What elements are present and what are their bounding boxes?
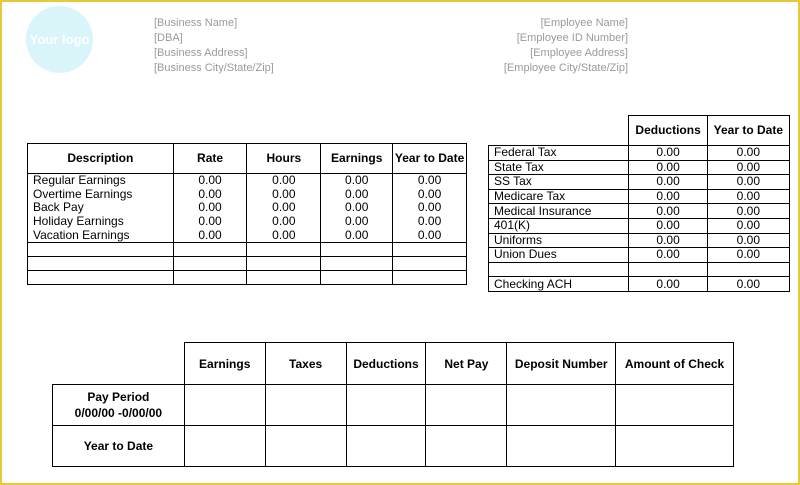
business-city-state-zip: [Business City/State/Zip] xyxy=(154,62,274,74)
earning-rate: 0.00 xyxy=(173,188,247,202)
logo-text: Your logo xyxy=(29,32,90,47)
business-address: [Business Address] xyxy=(154,47,248,59)
table-row xyxy=(28,174,467,188)
deduction-description: Medical Insurance xyxy=(489,204,629,219)
table-row xyxy=(489,233,790,248)
checking-row xyxy=(489,277,790,292)
deduction-ytd: 0.00 xyxy=(707,189,789,204)
earning-description: Overtime Earnings xyxy=(28,188,174,202)
employee-address: [Employee Address] xyxy=(530,47,628,59)
table-row xyxy=(489,160,790,175)
employee-info xyxy=(504,16,628,76)
employee-id-number: [Employee ID Number] xyxy=(516,32,628,44)
table-row xyxy=(28,188,467,202)
pay-period-cell xyxy=(53,385,185,426)
earning-hours: 0.00 xyxy=(247,201,321,215)
pay-summary-table xyxy=(52,342,734,467)
earnings-header-row xyxy=(28,144,467,174)
deduction-ytd: 0.00 xyxy=(707,146,789,161)
pay-period-label: Pay Period xyxy=(87,390,150,404)
checking-current: 0.00 xyxy=(629,277,707,292)
summary-header-earnings: Earnings xyxy=(184,343,265,385)
earning-hours: 0.00 xyxy=(247,215,321,229)
earning-description: Regular Earnings xyxy=(28,174,174,188)
earnings-header-hours: Hours xyxy=(247,144,321,174)
empty-row xyxy=(28,270,467,284)
deductions-table xyxy=(488,115,790,292)
earning-rate: 0.00 xyxy=(173,215,247,229)
deduction-description: State Tax xyxy=(489,160,629,175)
earning-ytd: 0.00 xyxy=(393,201,467,215)
deduction-description: SS Tax xyxy=(489,175,629,190)
earning-description: Vacation Earnings xyxy=(28,228,174,242)
company-logo xyxy=(26,6,93,73)
table-row xyxy=(489,218,790,233)
deduction-description: Medicare Tax xyxy=(489,189,629,204)
checking-description: Checking ACH xyxy=(489,277,629,292)
deductions-header-row xyxy=(489,116,790,146)
earning-ytd: 0.00 xyxy=(393,174,467,188)
deduction-ytd: 0.00 xyxy=(707,233,789,248)
deduction-description: Uniforms xyxy=(489,233,629,248)
summary-header-taxes: Taxes xyxy=(265,343,346,385)
deduction-ytd: 0.00 xyxy=(707,204,789,219)
earnings-header-description: Description xyxy=(28,144,174,174)
earning-rate: 0.00 xyxy=(173,201,247,215)
deduction-current: 0.00 xyxy=(629,218,707,233)
earnings-table xyxy=(27,143,467,285)
earning-hours: 0.00 xyxy=(247,174,321,188)
deduction-current: 0.00 xyxy=(629,248,707,263)
summary-header-blank xyxy=(53,343,185,385)
summary-header-deductions: Deductions xyxy=(346,343,426,385)
pay-period-row xyxy=(53,385,734,426)
deduction-current: 0.00 xyxy=(629,189,707,204)
deduction-description: 401(K) xyxy=(489,218,629,233)
earning-amount: 0.00 xyxy=(321,228,393,242)
business-name: [Business Name] xyxy=(154,17,238,29)
year-to-date-row xyxy=(53,426,734,467)
table-row xyxy=(489,204,790,219)
business-info xyxy=(154,16,274,76)
table-row xyxy=(489,189,790,204)
year-to-date-label: Year to Date xyxy=(53,426,185,467)
summary-header-net-pay: Net Pay xyxy=(426,343,507,385)
earning-description: Holiday Earnings xyxy=(28,215,174,229)
deductions-header-blank xyxy=(489,116,629,146)
earning-amount: 0.00 xyxy=(321,215,393,229)
earning-hours: 0.00 xyxy=(247,188,321,202)
empty-row xyxy=(489,262,790,277)
business-dba: [DBA] xyxy=(154,32,183,44)
deduction-ytd: 0.00 xyxy=(707,218,789,233)
deduction-ytd: 0.00 xyxy=(707,175,789,190)
earning-amount: 0.00 xyxy=(321,201,393,215)
deduction-current: 0.00 xyxy=(629,233,707,248)
summary-header-deposit-number: Deposit Number xyxy=(507,343,616,385)
table-row xyxy=(489,146,790,161)
deduction-ytd: 0.00 xyxy=(707,248,789,263)
deduction-current: 0.00 xyxy=(629,175,707,190)
deduction-description: Union Dues xyxy=(489,248,629,263)
deduction-current: 0.00 xyxy=(629,160,707,175)
earning-hours: 0.00 xyxy=(247,228,321,242)
deduction-current: 0.00 xyxy=(629,204,707,219)
table-row xyxy=(28,215,467,229)
earning-description: Back Pay xyxy=(28,201,174,215)
earning-amount: 0.00 xyxy=(321,174,393,188)
deductions-header-current: Deductions xyxy=(629,116,707,146)
earnings-header-rate: Rate xyxy=(173,144,247,174)
earnings-header-earnings: Earnings xyxy=(321,144,393,174)
earnings-header-ytd: Year to Date xyxy=(393,144,467,174)
earning-ytd: 0.00 xyxy=(393,228,467,242)
earning-rate: 0.00 xyxy=(173,228,247,242)
earning-amount: 0.00 xyxy=(321,188,393,202)
empty-row xyxy=(28,256,467,270)
table-row xyxy=(28,201,467,215)
employee-name: [Employee Name] xyxy=(540,17,628,29)
table-row xyxy=(489,175,790,190)
empty-row xyxy=(28,242,467,256)
deduction-ytd: 0.00 xyxy=(707,160,789,175)
summary-header-row xyxy=(53,343,734,385)
summary-header-amount-of-check: Amount of Check xyxy=(616,343,734,385)
table-row xyxy=(489,248,790,263)
deduction-current: 0.00 xyxy=(629,146,707,161)
earning-ytd: 0.00 xyxy=(393,188,467,202)
employee-city-state-zip: [Employee City/State/Zip] xyxy=(503,62,628,74)
pay-period-dates: 0/00/00 -0/00/00 xyxy=(74,406,163,420)
deductions-header-ytd: Year to Date xyxy=(707,116,789,146)
checking-ytd: 0.00 xyxy=(707,277,789,292)
earning-ytd: 0.00 xyxy=(393,215,467,229)
deduction-description: Federal Tax xyxy=(489,146,629,161)
table-row xyxy=(28,228,467,242)
earning-rate: 0.00 xyxy=(173,174,247,188)
